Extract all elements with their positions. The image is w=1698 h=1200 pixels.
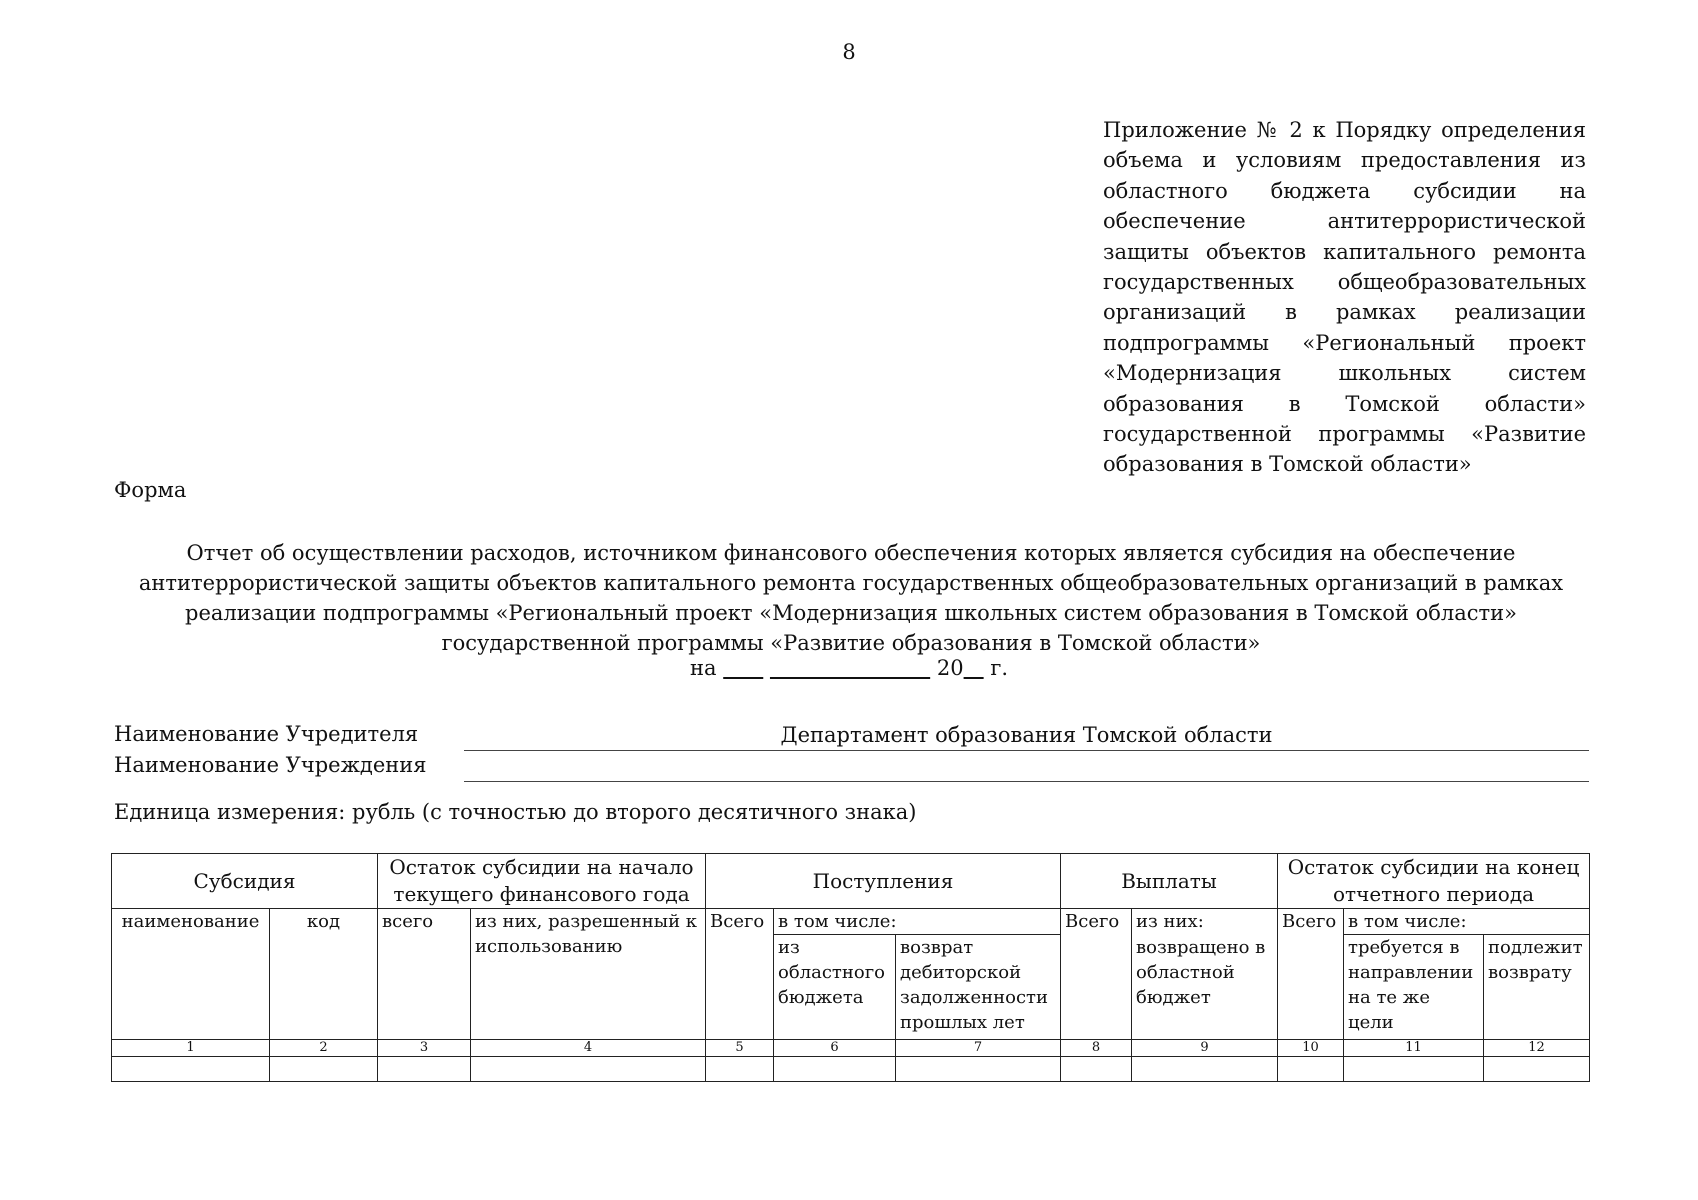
column-number: 8	[1061, 1040, 1132, 1057]
header-receipts-including: в том числе:	[774, 909, 1061, 935]
column-number: 9	[1132, 1040, 1278, 1057]
table-cell[interactable]	[1484, 1057, 1590, 1082]
report-table	[111, 853, 1590, 1082]
table-cell[interactable]	[1132, 1057, 1278, 1082]
date-month-blank[interactable]	[770, 656, 930, 680]
date-suffix: г.	[990, 656, 1008, 680]
header-subsidy: Субсидия	[112, 854, 378, 909]
table-header-row-groups	[112, 854, 1590, 909]
header-opening-allowed: из них, разрешенный к использованию	[471, 909, 706, 1040]
table-column-numbers	[112, 1040, 1590, 1057]
header-closing-total: Всего	[1278, 909, 1344, 1040]
date-day-blank[interactable]	[723, 656, 763, 680]
table-cell[interactable]	[1344, 1057, 1484, 1082]
institution-label: Наименование Учреждения	[114, 753, 427, 777]
header-closing-balance: Остаток субсидии на конец отчетного периода	[1278, 854, 1590, 909]
header-closing-including: в том числе:	[1344, 909, 1590, 935]
report-title-line-4: государственной программы «Развитие образования в Томской области»	[441, 631, 1261, 655]
founder-label: Наименование Учредителя	[114, 722, 419, 746]
report-title-line-3: реализации подпрограммы «Региональный проект «Модернизация школьных систем образования в Томской области»	[185, 601, 1517, 625]
column-number: 7	[896, 1040, 1061, 1057]
table-row	[112, 1057, 1590, 1082]
unit-of-measure: Единица измерения: рубль (с точностью до второго десятичного знака)	[114, 800, 917, 824]
date-year-prefix: 20	[936, 656, 964, 680]
column-number: 6	[774, 1040, 896, 1057]
header-returned-to-budget: возвращено в областной бюджет	[1132, 935, 1278, 1040]
header-payments-of-which: из них:	[1132, 909, 1278, 935]
table-cell[interactable]	[774, 1057, 896, 1082]
report-title-line-1: Отчет об осуществлении расходов, источником финансового обеспечения которых является субсидия на обеспечение	[186, 541, 1516, 565]
column-number: 12	[1484, 1040, 1590, 1057]
date-prefix: на	[689, 656, 717, 680]
header-required-same-purpose: требуется в направлении на те же цели	[1344, 935, 1484, 1040]
header-receipts-total: Всего	[706, 909, 774, 1040]
header-debt-return: возврат дебиторской задолженности прошлых лет	[896, 935, 1061, 1040]
column-number: 11	[1344, 1040, 1484, 1057]
column-number: 3	[378, 1040, 471, 1057]
report-title-line-2: антитеррористической защиты объектов капитального ремонта государственных общеобразовательных организаций в рамках	[138, 571, 1564, 595]
header-opening-total: всего	[378, 909, 471, 1040]
column-number: 1	[112, 1040, 270, 1057]
header-from-regional-budget: из областного бюджета	[774, 935, 896, 1040]
founder-field[interactable]: Департамент образования Томской области	[464, 720, 1589, 751]
table-cell[interactable]	[112, 1057, 270, 1082]
form-label: Форма	[114, 478, 187, 502]
header-payments-total: Всего	[1061, 909, 1132, 1040]
header-receipts: Поступления	[706, 854, 1061, 909]
report-title	[114, 538, 1588, 658]
table-header-row-sub	[112, 909, 1590, 935]
table-cell[interactable]	[1278, 1057, 1344, 1082]
column-number: 2	[270, 1040, 378, 1057]
table-cell[interactable]	[270, 1057, 378, 1082]
page-number: 8	[842, 40, 856, 64]
appendix-note: Приложение № 2 к Порядку определения объема и условиям предоставления из областного бюджета субсидии на обеспечение антитеррористической защиты объектов капитального ремонта государственных общеобразовательных организаций в рамках реализации подпрограммы «Региональный проект «Модернизация школьных систем образования в Томской области» государственной программы «Развитие образования в Томской области»	[1103, 118, 1586, 477]
report-date-line	[0, 656, 1698, 680]
institution-field[interactable]	[464, 751, 1589, 782]
header-payments: Выплаты	[1061, 854, 1278, 909]
header-opening-balance: Остаток субсидии на начало текущего финансового года	[378, 854, 706, 909]
header-to-be-returned: подлежит возврату	[1484, 935, 1590, 1040]
table-cell[interactable]	[896, 1057, 1061, 1082]
column-number: 4	[471, 1040, 706, 1057]
column-number: 5	[706, 1040, 774, 1057]
table-cell[interactable]	[471, 1057, 706, 1082]
header-name: наименование	[112, 909, 270, 1040]
header-code: код	[270, 909, 378, 1040]
date-year-blank[interactable]	[964, 656, 984, 680]
table-cell[interactable]	[1061, 1057, 1132, 1082]
column-number: 10	[1278, 1040, 1344, 1057]
table-cell[interactable]	[378, 1057, 471, 1082]
table-cell[interactable]	[706, 1057, 774, 1082]
